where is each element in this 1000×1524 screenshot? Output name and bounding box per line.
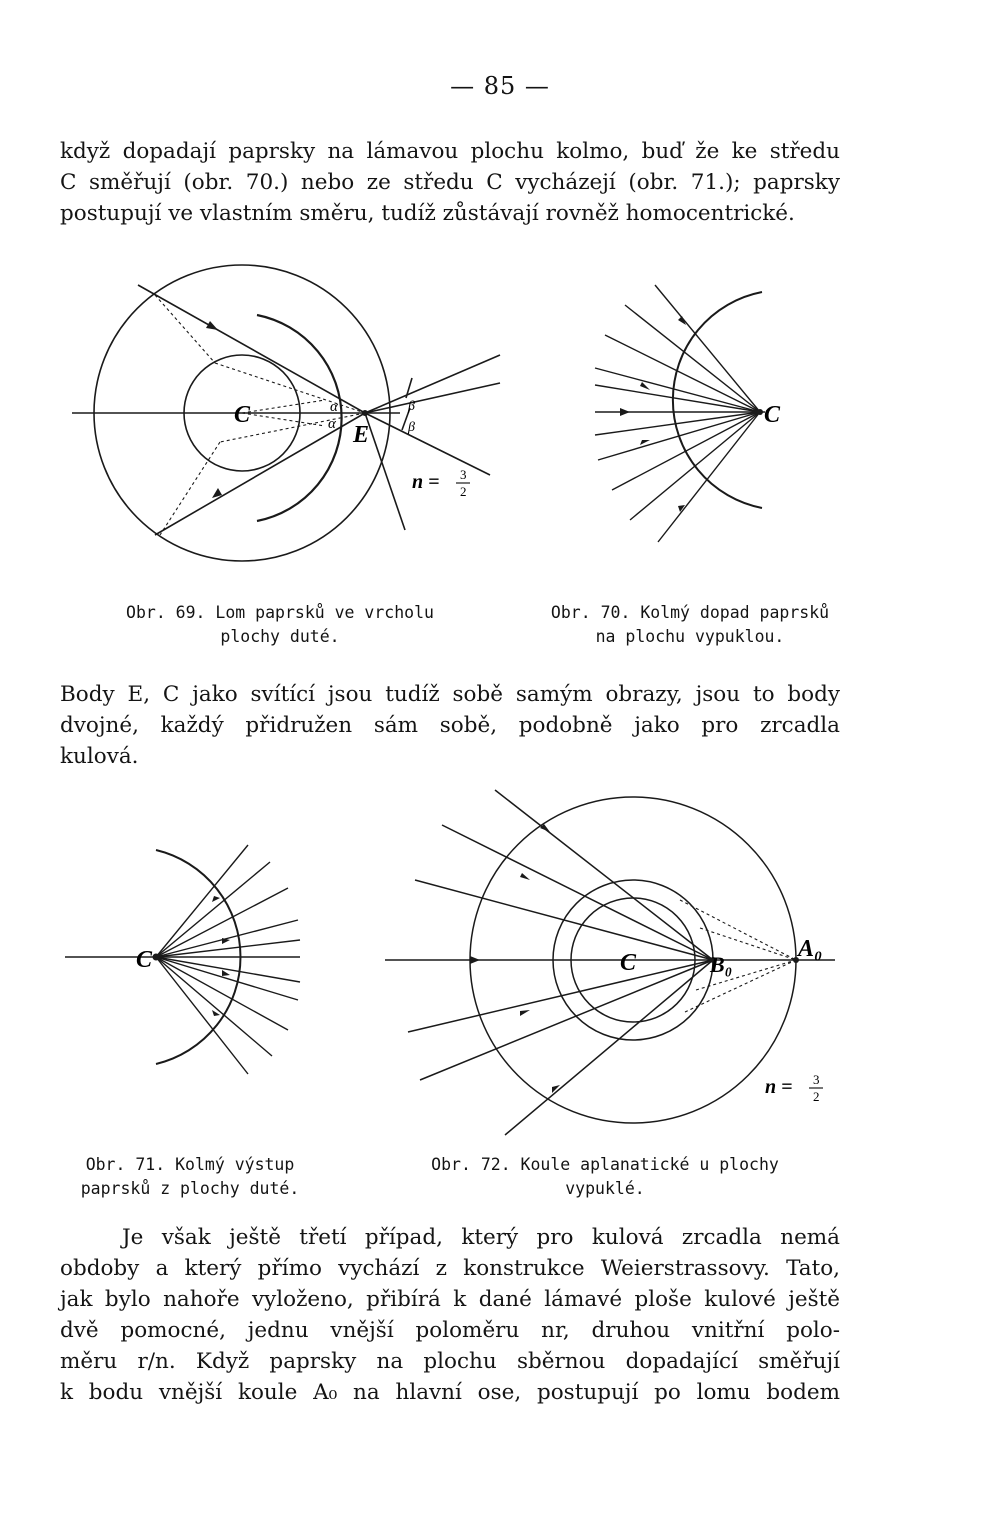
paragraph-2 bbox=[60, 679, 840, 772]
label-n: n = bbox=[765, 1076, 793, 1098]
converging-ray bbox=[598, 412, 760, 460]
text-line: když dopadají paprsky na lámavou plochu kolmo, buď že ke středu bbox=[60, 139, 840, 164]
text-line: jak bylo nahoře vyloženo, přibírá k dané lámavé ploše kulové ještě bbox=[60, 1287, 840, 1312]
diverging-ray bbox=[156, 957, 248, 1074]
dotted-extension bbox=[685, 960, 796, 1012]
caption-fig-72 bbox=[415, 1153, 795, 1201]
ray-refracted-lower bbox=[365, 355, 500, 413]
converging-ray bbox=[658, 412, 760, 542]
incident-ray bbox=[408, 960, 713, 1032]
arrow-icon bbox=[640, 382, 650, 390]
arrow-icon bbox=[206, 321, 218, 330]
center-point bbox=[757, 409, 763, 415]
label-center: C bbox=[620, 950, 637, 976]
ray-incident-upper bbox=[138, 285, 365, 413]
arrow-icon bbox=[640, 440, 650, 445]
dotted-construction-line bbox=[242, 413, 325, 426]
arrow-icon bbox=[620, 408, 630, 416]
label-n-numerator: 3 bbox=[460, 467, 467, 482]
label-alpha: α bbox=[328, 416, 336, 432]
text-line: Body E, C jako svítící jsou tudíž sobě samým obrazy, jsou to body bbox=[60, 682, 840, 707]
figure-69 bbox=[60, 250, 520, 590]
incident-ray bbox=[495, 790, 713, 960]
paragraph-3 bbox=[60, 1222, 840, 1408]
caption-line: plochy duté. bbox=[220, 627, 340, 646]
text-line: kulová. bbox=[60, 744, 139, 769]
label-center: C bbox=[764, 402, 781, 428]
incident-ray bbox=[415, 880, 713, 960]
vertex-point bbox=[362, 410, 368, 416]
diverging-ray bbox=[156, 888, 288, 957]
center-point bbox=[153, 954, 160, 961]
text-line: dvojné, každý přidružen sám sobě, podobně jako pro zrcadla bbox=[60, 713, 840, 738]
arrow-icon bbox=[212, 896, 220, 902]
incident-ray bbox=[420, 960, 713, 1080]
label-beta: β bbox=[408, 420, 415, 435]
text-line: měru r/n. Když paprsky na plochu sběrnou dopadající směřují bbox=[60, 1349, 840, 1374]
ray-incident-lower bbox=[365, 383, 500, 413]
caption-line: na plochu vypuklou. bbox=[595, 627, 785, 646]
beta-mark bbox=[406, 378, 412, 398]
converging-ray bbox=[595, 368, 760, 412]
caption-line: Obr. 72. Koule aplanatické u plochy bbox=[431, 1155, 779, 1174]
caption-line: paprsků z plochy duté. bbox=[80, 1179, 300, 1198]
caption-fig-69 bbox=[105, 601, 455, 649]
caption-fig-71 bbox=[60, 1153, 320, 1201]
converging-ray bbox=[605, 335, 760, 412]
text-line: postupují ve vlastním směru, tudíž zůstávají rovněž homocentrické. bbox=[60, 201, 795, 226]
label-alpha: α bbox=[330, 399, 338, 415]
converging-ray bbox=[595, 385, 760, 412]
label-n-denominator: 2 bbox=[460, 484, 467, 499]
caption-line: Obr. 70. Kolmý dopad paprsků bbox=[550, 603, 830, 622]
diverging-ray bbox=[156, 845, 248, 957]
label-n: n = bbox=[412, 471, 440, 493]
dotted-construction-line bbox=[155, 295, 215, 363]
label-vertex: E bbox=[353, 422, 370, 448]
dotted-construction-line bbox=[242, 400, 325, 413]
incident-ray bbox=[505, 960, 713, 1135]
label-n-numerator: 3 bbox=[813, 1072, 820, 1087]
label-b0: B₀ bbox=[710, 952, 733, 977]
label-a0: A₀ bbox=[798, 936, 823, 962]
incident-ray bbox=[442, 825, 713, 960]
arrow-icon bbox=[222, 970, 230, 976]
caption-line: Obr. 69. Lom paprsků ve vrcholu bbox=[126, 603, 434, 622]
caption-fig-70 bbox=[530, 601, 850, 649]
figure-72 bbox=[380, 780, 860, 1140]
converging-ray bbox=[612, 412, 760, 490]
diverging-ray bbox=[156, 940, 300, 957]
text-line: obdoby a který přímo vychází z konstrukce Weierstrassovy. Tato, bbox=[60, 1256, 840, 1281]
converging-ray bbox=[655, 285, 760, 412]
caption-line: Obr. 71. Kolmý výstup bbox=[85, 1155, 295, 1174]
text-line: C směřují (obr. 70.) nebo ze středu C vycházejí (obr. 71.); paprsky bbox=[60, 170, 840, 195]
text-line: dvě pomocné, jednu vnější poloměru nr, druhou vnitřní polo- bbox=[60, 1318, 840, 1343]
figure-71 bbox=[60, 840, 320, 1080]
paragraph-1 bbox=[60, 136, 840, 229]
label-beta: β bbox=[408, 399, 415, 414]
page-number: — 85 — bbox=[450, 72, 550, 100]
figure-70 bbox=[590, 280, 810, 550]
caption-line: vypuklé. bbox=[565, 1179, 645, 1198]
converging-ray bbox=[630, 412, 760, 520]
arrow-icon bbox=[520, 1010, 530, 1016]
label-center: C bbox=[136, 947, 153, 973]
diverging-ray bbox=[156, 957, 272, 1056]
label-center: C bbox=[234, 402, 251, 428]
dotted-extension bbox=[680, 900, 796, 960]
dotted-construction-line bbox=[160, 442, 220, 535]
arrow-icon bbox=[520, 873, 530, 880]
text-line: k bodu vnější koule A₀ na hlavní ose, postupují po lomu bodem bbox=[60, 1380, 840, 1405]
converging-ray bbox=[625, 305, 760, 412]
label-n-denominator: 2 bbox=[813, 1089, 820, 1104]
text-line: Je však ještě třetí případ, který pro kulová zrcadla nemá bbox=[122, 1225, 840, 1250]
arrow-icon bbox=[470, 956, 480, 964]
